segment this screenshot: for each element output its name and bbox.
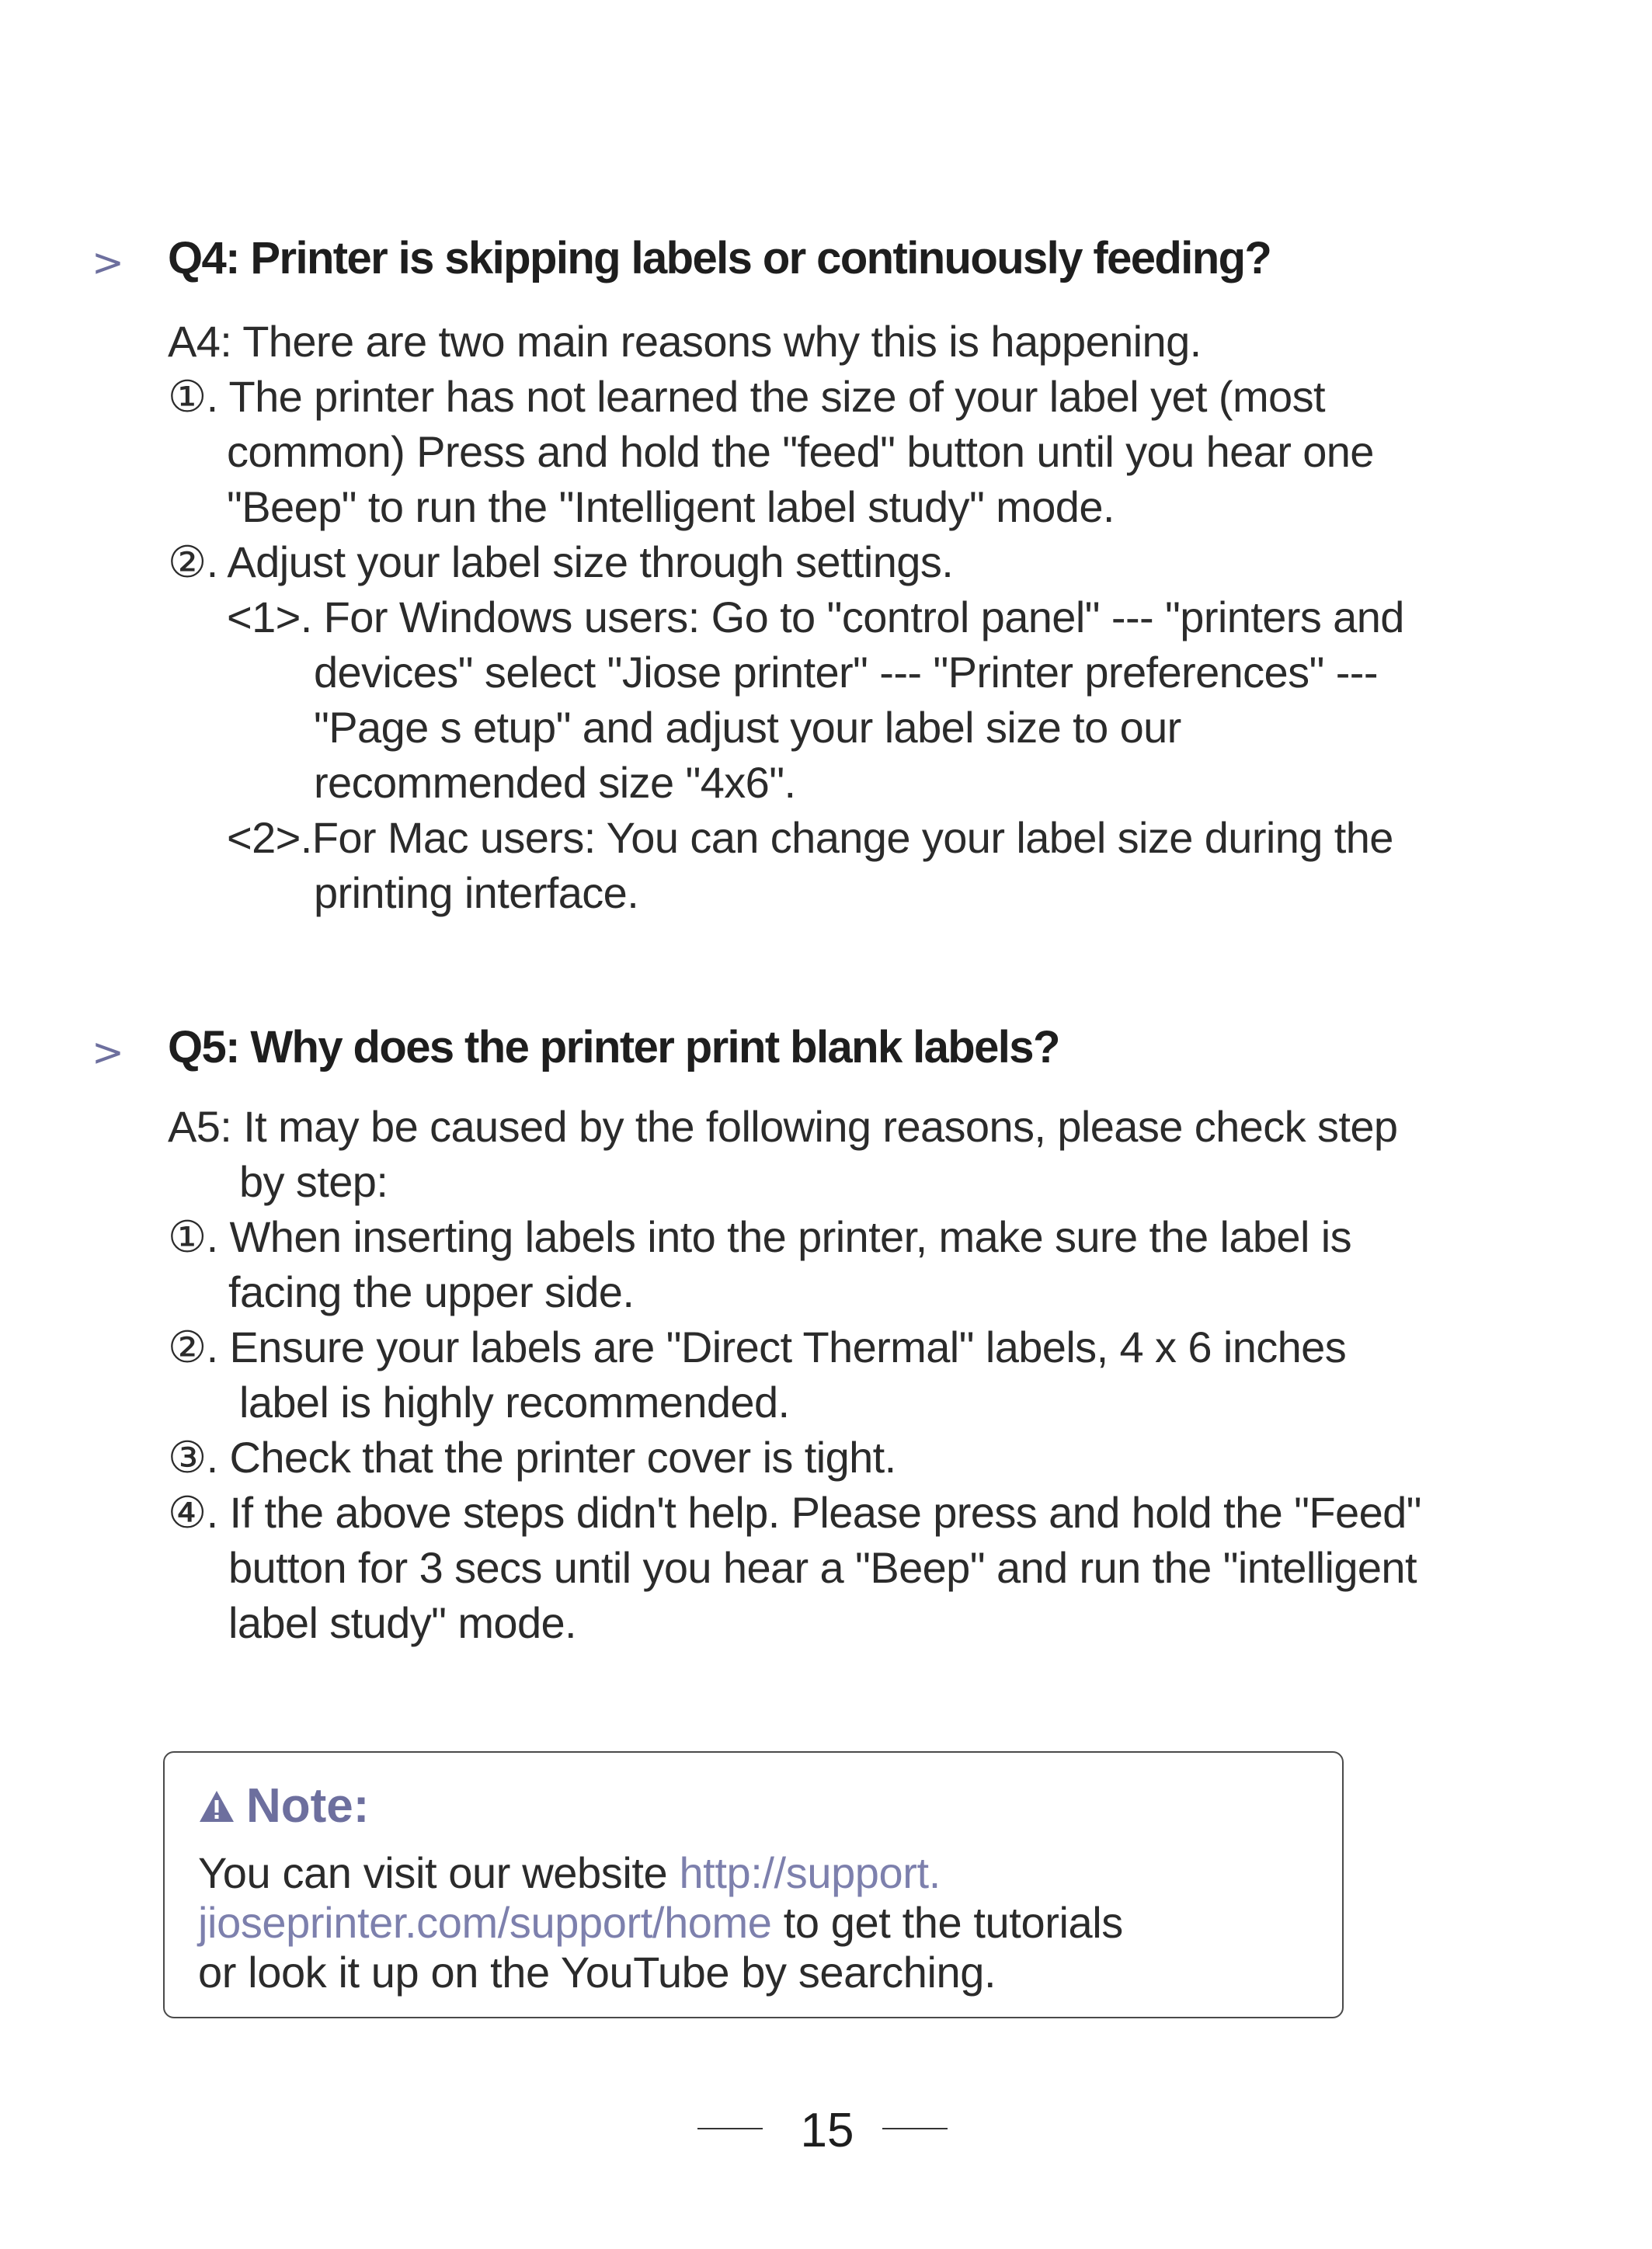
q5-answer-line: button for 3 secs until you hear a "Beep" and run the "intelligent (228, 1543, 1417, 1592)
q4-answer-line: <2>.For Mac users: You can change your label size during the (227, 813, 1393, 862)
page-number-rule-left (697, 2128, 763, 2129)
note-text: to get the tutorials (771, 1898, 1123, 1947)
q4-answer-line: devices" select "Jiose printer" --- "Printer preferences" --- (314, 648, 1378, 697)
note-line-2 (198, 1898, 1123, 1947)
support-link[interactable]: http://support. (679, 1848, 941, 1897)
note-heading-label: Note: (246, 1779, 370, 1833)
q4-answer-line: "Beep" to run the "Intelligent label study" mode. (227, 482, 1115, 531)
q4-title: Q4: Printer is skipping labels or continuously feeding? (168, 233, 1271, 283)
q5-answer-line: by step: (239, 1157, 388, 1206)
q4-answer-line: ①. The printer has not learned the size of your label yet (most (168, 372, 1325, 421)
q5-answer-line: facing the upper side. (228, 1267, 635, 1316)
q5-answer-line: A5: It may be caused by the following reasons, please check step (168, 1102, 1398, 1151)
q4-answer-line: A4: There are two main reasons why this is happening. (168, 317, 1202, 366)
q4-answer-line: ②. Adjust your label size through settings. (168, 537, 954, 586)
page-number: 15 (800, 2104, 854, 2157)
q4-answer-line: common) Press and hold the "feed" button until you hear one (227, 427, 1374, 476)
page-number-rule-right (882, 2128, 948, 2129)
note-heading (198, 1779, 370, 1833)
q5-answer-line: ③. Check that the printer cover is tight. (168, 1433, 896, 1482)
q4-answer-line: "Page s etup" and adjust your label size to our (314, 703, 1181, 752)
warning-triangle-icon (198, 1789, 235, 1823)
q4-answer-line: <1>. For Windows users: Go to "control panel" --- "printers and (227, 593, 1404, 641)
q5-arrow-icon: > (92, 1030, 124, 1075)
note-text: You can visit our website (198, 1848, 680, 1897)
q5-answer-line: ④. If the above steps didn't help. Please press and hold the "Feed" (168, 1488, 1421, 1537)
q5-answer-line: label is highly recommended. (239, 1378, 790, 1427)
q4-answer-line: printing interface. (314, 868, 639, 917)
q5-answer-line: ①. When inserting labels into the printer, make sure the label is (168, 1212, 1351, 1261)
q5-title: Q5: Why does the printer print blank labels? (168, 1022, 1059, 1072)
note-line-3: or look it up on the YouTube by searching. (198, 1948, 996, 1997)
support-link[interactable]: jioseprinter.com/support/home (198, 1898, 772, 1947)
q4-arrow-icon: > (92, 240, 124, 285)
note-line-1 (198, 1848, 941, 1897)
q4-answer-line: recommended size "4x6". (314, 758, 796, 807)
q5-answer-line: ②. Ensure your labels are "Direct Thermal" labels, 4 x 6 inches (168, 1323, 1347, 1371)
q5-answer-line: label study" mode. (228, 1598, 577, 1647)
